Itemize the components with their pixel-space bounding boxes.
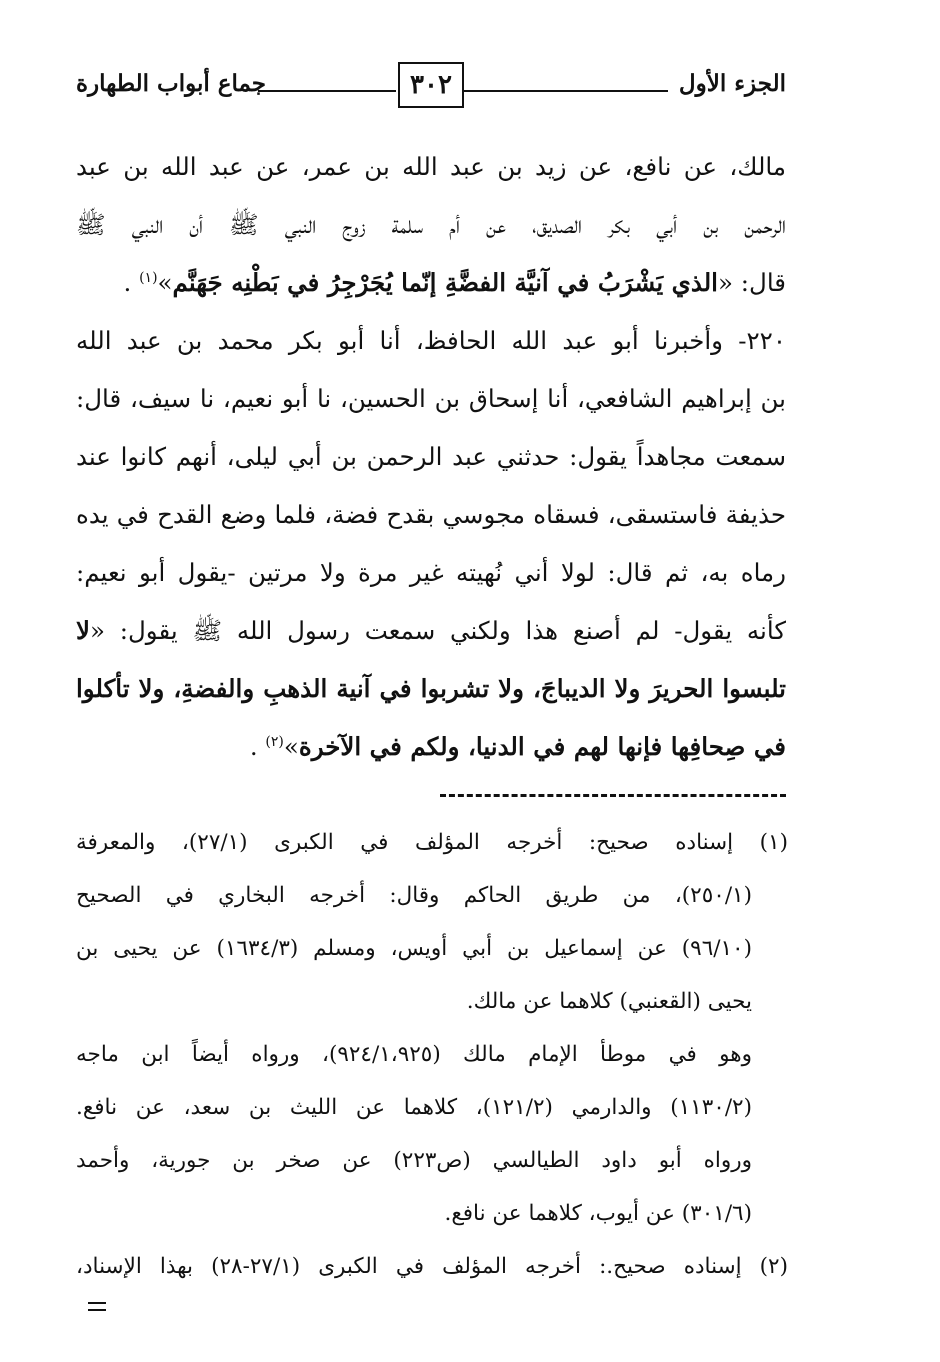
footnote-line: (٢) إسناده صحيح.: أخرجه المؤلف في الكبرى (٢٧/١-٢٨) بهذا الإسناد، <box>76 1254 788 1279</box>
part-title: الجزء الأول <box>678 70 786 97</box>
footnote-line: (٢٥٠/١)، من طريق الحاكم وقال: أخرجه البخاري في الصحيح <box>76 883 752 908</box>
text-line <box>76 138 786 196</box>
text-segment: في صِحافِها فإنها لهم في الدنيا، ولكم في الآخرة <box>298 732 786 761</box>
text-segment: لا <box>76 616 90 645</box>
footnote-line: (١١٣٠/٢) والدارمي (١٢١/٢)، كلاهما عن الليث بن سعد، عن نافع. <box>76 1095 752 1120</box>
footnote-separator <box>440 794 786 797</box>
text-line <box>76 544 786 602</box>
footnote-line: وهو في موطأ الإمام مالك (٩٢٤/١،٩٢٥)، ورواه أيضاً ابن ماجه <box>76 1042 752 1067</box>
text-segment: رماه به، ثم قال: لولا أني نُهيته غير مرة ولا مرتين -يقول أبو نعيم: <box>76 558 786 587</box>
text-line <box>76 602 786 660</box>
footnotes <box>76 816 788 1293</box>
text-segment: الرحمن بن أبي بكر الصديق، عن أم سلمة زوج النبي ﷺ أن النبي ﷺ <box>76 210 786 239</box>
footnote-line: (١) إسناده صحيح: أخرجه المؤلف في الكبرى (٢٧/١)، والمعرفة <box>76 830 788 855</box>
main-text <box>76 138 786 776</box>
text-line <box>76 718 786 776</box>
text-segment: . <box>249 732 266 761</box>
text-line <box>76 660 786 718</box>
header-rule-left <box>258 90 396 92</box>
text-line <box>76 370 786 428</box>
text-segment: ٢٢٠- وأخبرنا أبو عبد الله الحافظ، أنا أبو بكر محمد بن عبد الله <box>76 326 786 355</box>
footnote-line: (٣٠١/٦) عن أيوب، كلاهما عن نافع. <box>444 1201 752 1226</box>
footnote-ref: (٢) <box>265 733 284 750</box>
text-segment: كأنه يقول- لم أصنع هذا ولكني سمعت رسول الله ﷺ يقول: « <box>89 616 786 645</box>
text-segment: » <box>157 268 173 297</box>
footnote-line: يحيى (القعنبي) كلاهما عن مالك. <box>466 989 752 1014</box>
text-segment: مالك، عن نافع، عن زيد بن عبد الله بن عمر، عن عبد الله بن عبد <box>76 152 786 181</box>
text-segment: قال: « <box>717 268 786 297</box>
text-line <box>76 254 786 312</box>
text-line <box>76 312 786 370</box>
text-segment: الذي يَشْرَبُ في آنيَّة الفضَّةِ إنّما يُجَرْجِرُ في بَطْنِه جَهَنَّم <box>172 268 718 297</box>
text-segment: تلبسوا الحريرَ ولا الديباجَ، ولا تشربوا في آنية الذهبِ والفضةِ، ولا تأكلوا <box>76 674 786 703</box>
text-segment: حذيفة فاستسقى، فسقاه مجوسي بقدح فضة، فلما وضع القدح في يده <box>76 500 786 529</box>
page-header <box>76 62 786 114</box>
footnote-ref: (١) <box>139 269 158 286</box>
text-line <box>76 196 786 254</box>
text-line <box>76 428 786 486</box>
header-rule-right <box>460 90 668 92</box>
text-segment: بن إبراهيم الشافعي، أنا إسحاق بن الحسين، نا أبو نعيم، نا سيف، قال: <box>76 384 786 413</box>
text-segment: سمعت مجاهداً يقول: حدثني عبد الرحمن بن أبي ليلى، أنهم كانوا عند <box>76 442 786 471</box>
text-segment: » <box>283 732 299 761</box>
page-number-box: ٣٠٢ <box>398 62 464 108</box>
text-line <box>76 486 786 544</box>
continuation-mark <box>88 1302 106 1316</box>
footnote-line: ورواه أبو داود الطيالسي (ص٢٢٣) عن صخر بن جورية، وأحمد <box>76 1148 752 1173</box>
footnote-line: (٩٦/١٠) عن إسماعيل بن أبي أويس، ومسلم (١٦٣٤/٣) عن يحيى بن <box>76 936 752 961</box>
text-segment: . <box>123 268 140 297</box>
chapter-title: جماع أبواب الطهارة <box>76 70 267 97</box>
